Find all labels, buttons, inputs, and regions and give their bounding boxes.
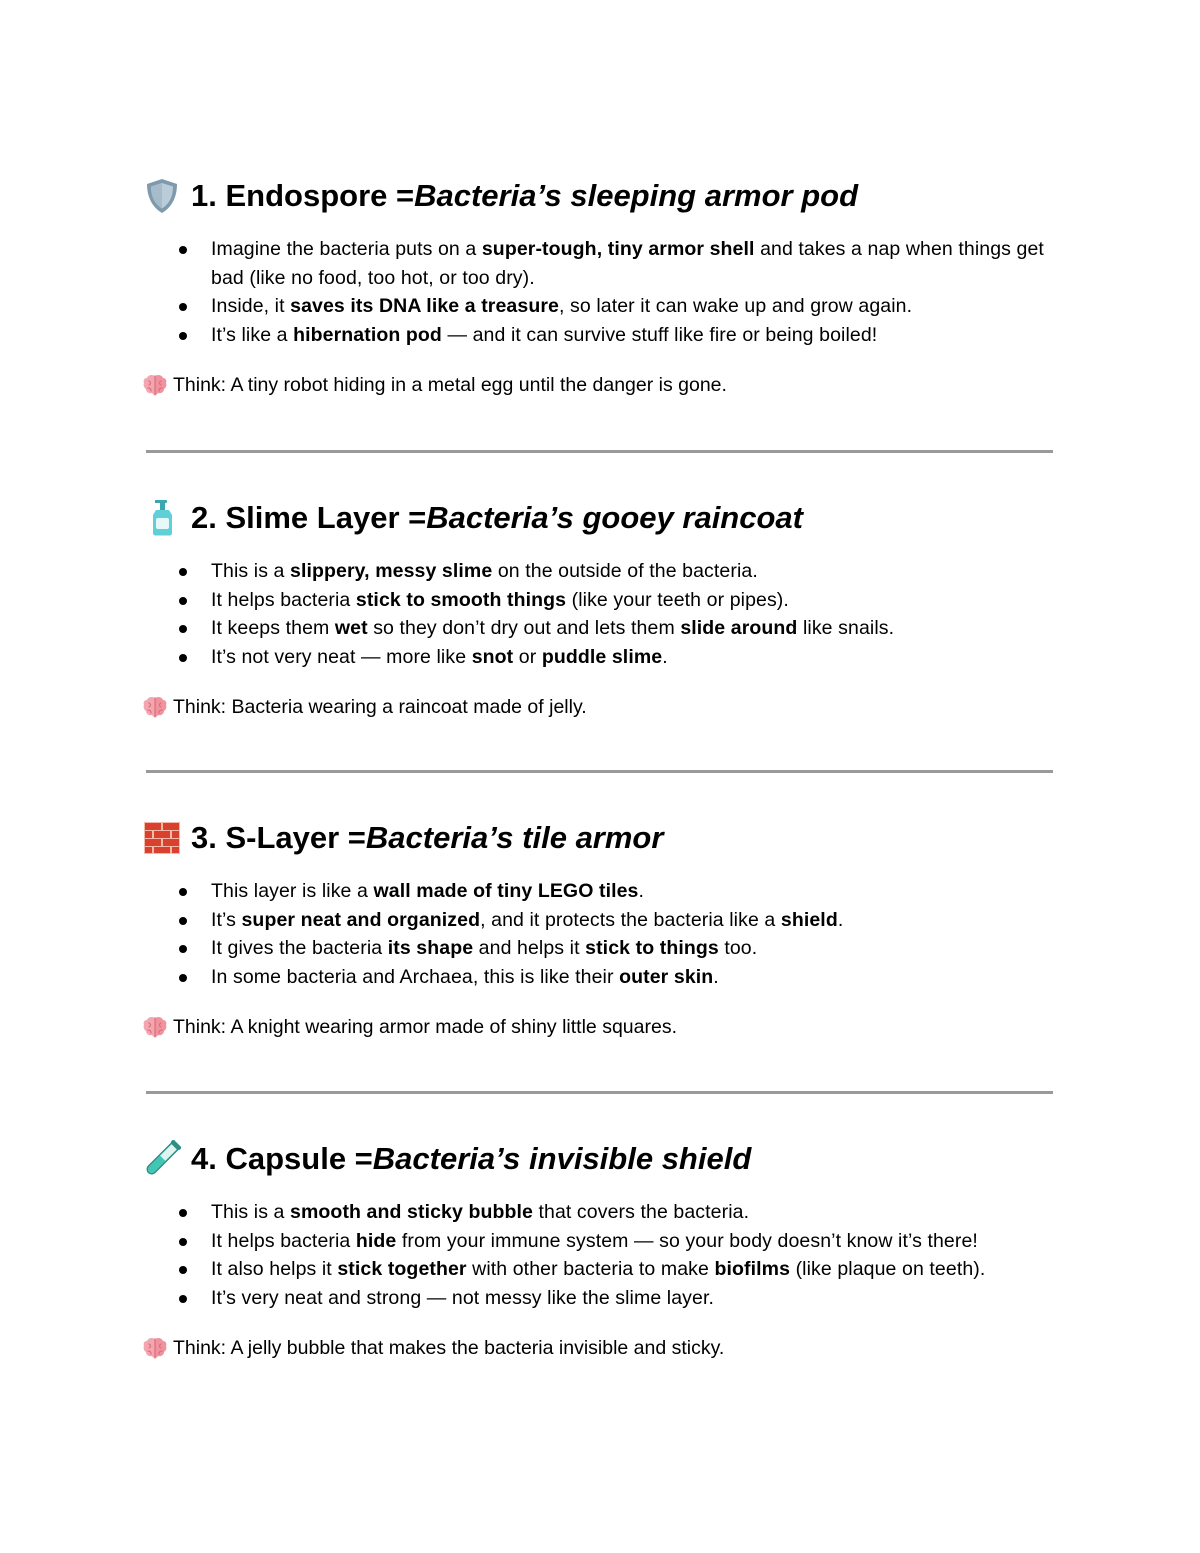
text-run: , so later it can wake up and grow again.: [558, 295, 913, 317]
bullet-list: [143, 877, 1063, 991]
list-item: [143, 643, 1063, 672]
text-run: Inside, it: [211, 295, 291, 317]
bold-text: stick to things: [585, 937, 719, 959]
text-run: or: [513, 645, 542, 668]
text-run: on the outside of the bacteria.: [492, 560, 758, 582]
heading-italic: Bacteria’s sleeping armor pod: [414, 178, 859, 213]
text-run: too.: [718, 937, 758, 959]
bullet-dot-icon: [179, 597, 187, 605]
bullet-dot-icon: [179, 945, 187, 953]
bold-text: snot: [471, 645, 514, 668]
bold-text: slippery, messy slime: [290, 560, 493, 582]
text-run: This layer is like a: [211, 880, 374, 902]
bullet-dot-icon: [179, 1209, 187, 1217]
text-run: .: [713, 965, 719, 988]
text-run: and takes a nap when things get bad (like no food, too hot, or too dry).: [211, 238, 1044, 289]
think-text: Think: A tiny robot hiding in a metal egg until the danger is gone.: [173, 374, 727, 396]
bold-text: wet: [334, 617, 368, 639]
think-text: Think: Bacteria wearing a raincoat made of jelly.: [173, 696, 587, 718]
bullet-dot-icon: [179, 974, 187, 982]
bold-text: puddle slime: [541, 645, 663, 668]
text-run: (like plaque on teeth).: [790, 1258, 986, 1280]
brain-icon: [143, 1016, 167, 1038]
bold-text: its shape: [387, 937, 474, 959]
text-run: It keeps them: [211, 617, 335, 639]
heading-italic: Bacteria’s tile armor: [365, 820, 664, 855]
bold-text: shield: [780, 908, 838, 931]
text-run: In some bacteria and Archaea, this is like their: [211, 965, 620, 988]
bullet-dot-icon: [179, 568, 187, 576]
shield-icon: [143, 177, 181, 215]
heading-plain: 2. Slime Layer =: [191, 500, 427, 535]
think-line: [143, 371, 1063, 399]
heading-italic: Bacteria’s invisible shield: [372, 1141, 752, 1176]
think-text: Think: A knight wearing armor made of shiny little squares.: [173, 1016, 677, 1038]
test-tube-icon: [143, 1140, 181, 1178]
think-line: [143, 1334, 1063, 1362]
list-item: [143, 1227, 1063, 1256]
brick-wall-icon: [143, 819, 181, 857]
text-run: (like your teeth or pipes).: [566, 588, 789, 611]
divider: [146, 1091, 1053, 1094]
bold-text: wall made of tiny LEGO tiles: [373, 880, 639, 902]
heading-italic: Bacteria’s gooey raincoat: [426, 500, 803, 535]
bold-text: slide around: [680, 617, 798, 639]
bold-text: hibernation pod: [293, 323, 442, 346]
text-run: and helps it: [473, 937, 586, 959]
text-run: It helps bacteria: [211, 1229, 356, 1252]
brain-icon: [143, 1337, 167, 1359]
text-run: , and it protects the bacteria like a: [480, 908, 781, 931]
list-item: [143, 557, 1063, 586]
text-run: with other bacteria to make: [466, 1258, 715, 1280]
bullet-list: [143, 1198, 1063, 1312]
bold-text: outer skin: [619, 965, 714, 988]
text-run: .: [837, 908, 844, 931]
bold-text: hide: [355, 1229, 397, 1252]
bullet-dot-icon: [179, 654, 187, 662]
divider: [146, 450, 1053, 453]
bullet-dot-icon: [179, 1238, 187, 1246]
bullet-dot-icon: [179, 303, 187, 311]
section-slime-layer: [143, 496, 1063, 721]
text-run: from your immune system — so your body doesn’t know it’s there!: [396, 1229, 978, 1252]
text-run: It gives the bacteria: [211, 937, 388, 959]
bullet-dot-icon: [179, 888, 187, 896]
bullet-dot-icon: [179, 1266, 187, 1274]
bullet-dot-icon: [179, 625, 187, 633]
heading-plain: 1. Endospore =: [191, 178, 415, 213]
text-run: — and it can survive stuff like fire or being boiled!: [441, 323, 878, 346]
list-item: [143, 1284, 1063, 1313]
section-endospore: [143, 174, 1063, 399]
text-run: like snails.: [797, 617, 895, 639]
bold-text: biofilms: [714, 1258, 791, 1280]
list-item: [143, 235, 1063, 292]
list-item: [143, 1198, 1063, 1227]
bullet-dot-icon: [179, 332, 187, 340]
list-item: [143, 934, 1063, 963]
list-item: [143, 906, 1063, 935]
bold-text: smooth and sticky bubble: [290, 1201, 533, 1223]
heading-plain: 4. Capsule =: [191, 1141, 373, 1176]
bullet-list: [143, 235, 1063, 349]
text-run: It’s very neat and strong — not messy like the slime layer.: [211, 1286, 715, 1309]
text-run: It’s: [211, 908, 242, 931]
list-item: [143, 877, 1063, 906]
text-run: It’s not very neat — more like: [211, 645, 472, 668]
text-run: It’s like a: [211, 323, 294, 346]
list-item: [143, 321, 1063, 350]
section-heading: [143, 174, 1063, 218]
brain-icon: [143, 374, 167, 396]
list-item: [143, 963, 1063, 992]
think-line: [143, 693, 1063, 721]
text-run: This is a: [211, 560, 291, 582]
text-run: This is a: [211, 1201, 291, 1223]
text-run: so they don’t dry out and lets them: [367, 617, 681, 639]
bold-text: super-tough, tiny armor shell: [481, 238, 755, 260]
divider: [146, 770, 1053, 773]
bullet-dot-icon: [179, 917, 187, 925]
bold-text: super neat and organized: [241, 908, 481, 931]
bold-text: stick to smooth things: [355, 588, 567, 611]
text-run: .: [662, 645, 668, 668]
section-heading: [143, 496, 1063, 540]
bold-text: stick together: [337, 1258, 467, 1280]
bullet-dot-icon: [179, 1295, 187, 1303]
soap-bottle-icon: [143, 499, 181, 537]
bullet-dot-icon: [179, 246, 187, 254]
text-run: It also helps it: [211, 1258, 338, 1280]
bold-text: saves its DNA like a treasure: [290, 295, 559, 317]
list-item: [143, 292, 1063, 321]
list-item: [143, 614, 1063, 643]
section-heading: [143, 1137, 1063, 1181]
list-item: [143, 1255, 1063, 1284]
brain-icon: [143, 696, 167, 718]
section-s-layer: [143, 816, 1063, 1041]
text-run: Imagine the bacteria puts on a: [211, 238, 482, 260]
section-capsule: [143, 1137, 1063, 1362]
list-item: [143, 586, 1063, 615]
text-run: It helps bacteria: [211, 588, 356, 611]
think-text: Think: A jelly bubble that makes the bacteria invisible and sticky.: [173, 1337, 725, 1359]
text-run: that covers the bacteria.: [532, 1201, 750, 1223]
bullet-list: [143, 557, 1063, 671]
think-line: [143, 1013, 1063, 1041]
heading-plain: 3. S-Layer =: [191, 820, 366, 855]
text-run: .: [638, 880, 645, 902]
section-heading: [143, 816, 1063, 860]
